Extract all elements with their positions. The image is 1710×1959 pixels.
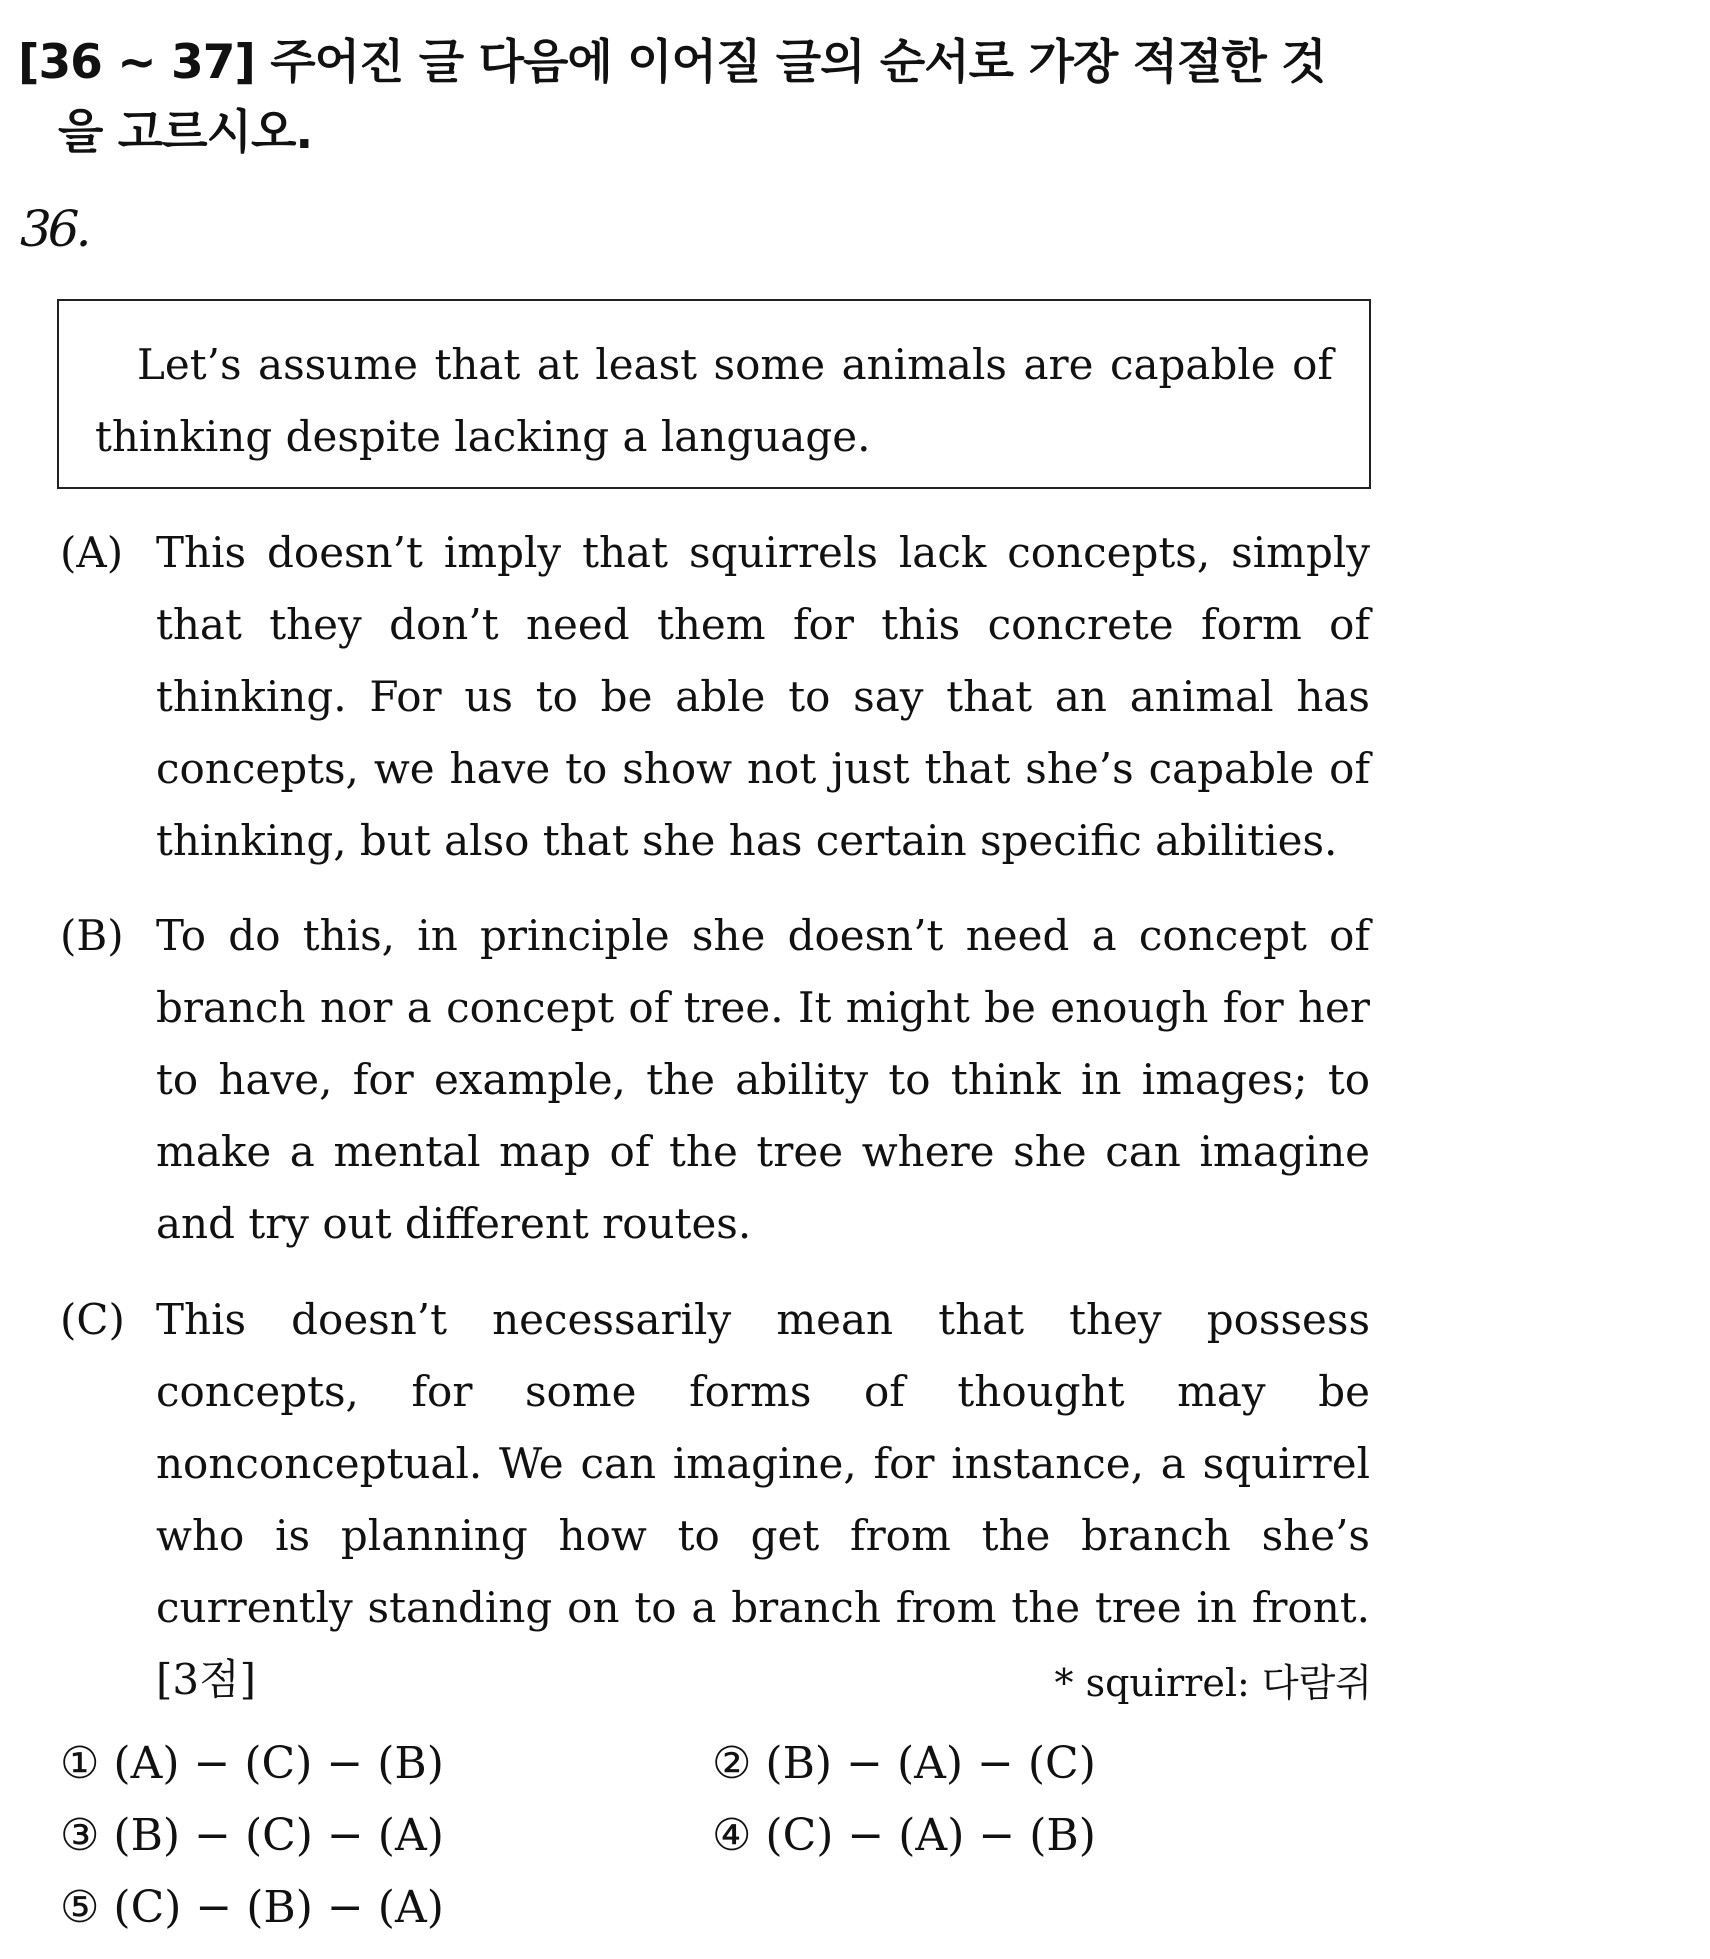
paragraph-label: (A) bbox=[60, 528, 124, 577]
choice-1[interactable]: ① (A) − (C) − (B) bbox=[60, 1738, 444, 1789]
instruction-line-2: 을 고르시오. bbox=[58, 105, 313, 160]
choice-2[interactable]: ② (B) − (A) − (C) bbox=[712, 1738, 1096, 1789]
footnote: * squirrel: 다람쥐 bbox=[1054, 1661, 1372, 1705]
given-text: Let’s assume that at least some animals are capable of thinking despite lacking a language. bbox=[95, 340, 1333, 461]
paragraph-text: This doesn’t imply that squirrels lack concepts, simply that they don’t need them for this concrete form of thinking. For us to be able to say that an animal has concepts, we have to show not just that she’s capable of thinking, but also that she has certain specific abilities. bbox=[156, 528, 1370, 865]
paragraph-text: This doesn’t necessarily mean that they possess concepts, for some forms of thought may be nonconceptual. We can imagine, for instance, a squirrel who is planning how to get from the branch she’s currently standing on to a branch from the tree in front. [3점] bbox=[156, 1295, 1370, 1704]
paragraph-b bbox=[60, 900, 1380, 1260]
instruction bbox=[18, 28, 1378, 168]
instruction-line-1: [36 ~ 37] 주어진 글 다음에 이어질 글의 순서로 가장 적절한 것 bbox=[18, 35, 1326, 90]
question-number: 36. bbox=[20, 200, 88, 258]
given-text-box bbox=[57, 299, 1371, 489]
paragraph-label: (C) bbox=[60, 1295, 125, 1344]
paragraph-a bbox=[60, 517, 1380, 877]
choice-5[interactable]: ⑤ (C) − (B) − (A) bbox=[60, 1882, 444, 1933]
paragraph-label: (B) bbox=[60, 911, 124, 960]
choice-4[interactable]: ④ (C) − (A) − (B) bbox=[712, 1810, 1096, 1861]
paragraph-text: To do this, in principle she doesn’t need a concept of branch nor a concept of tree. It might be enough for her to have, for example, the ability to think in images; to make a mental map of the tree where she can imagine and try out different routes. bbox=[156, 911, 1370, 1248]
choice-3[interactable]: ③ (B) − (C) − (A) bbox=[60, 1810, 444, 1861]
